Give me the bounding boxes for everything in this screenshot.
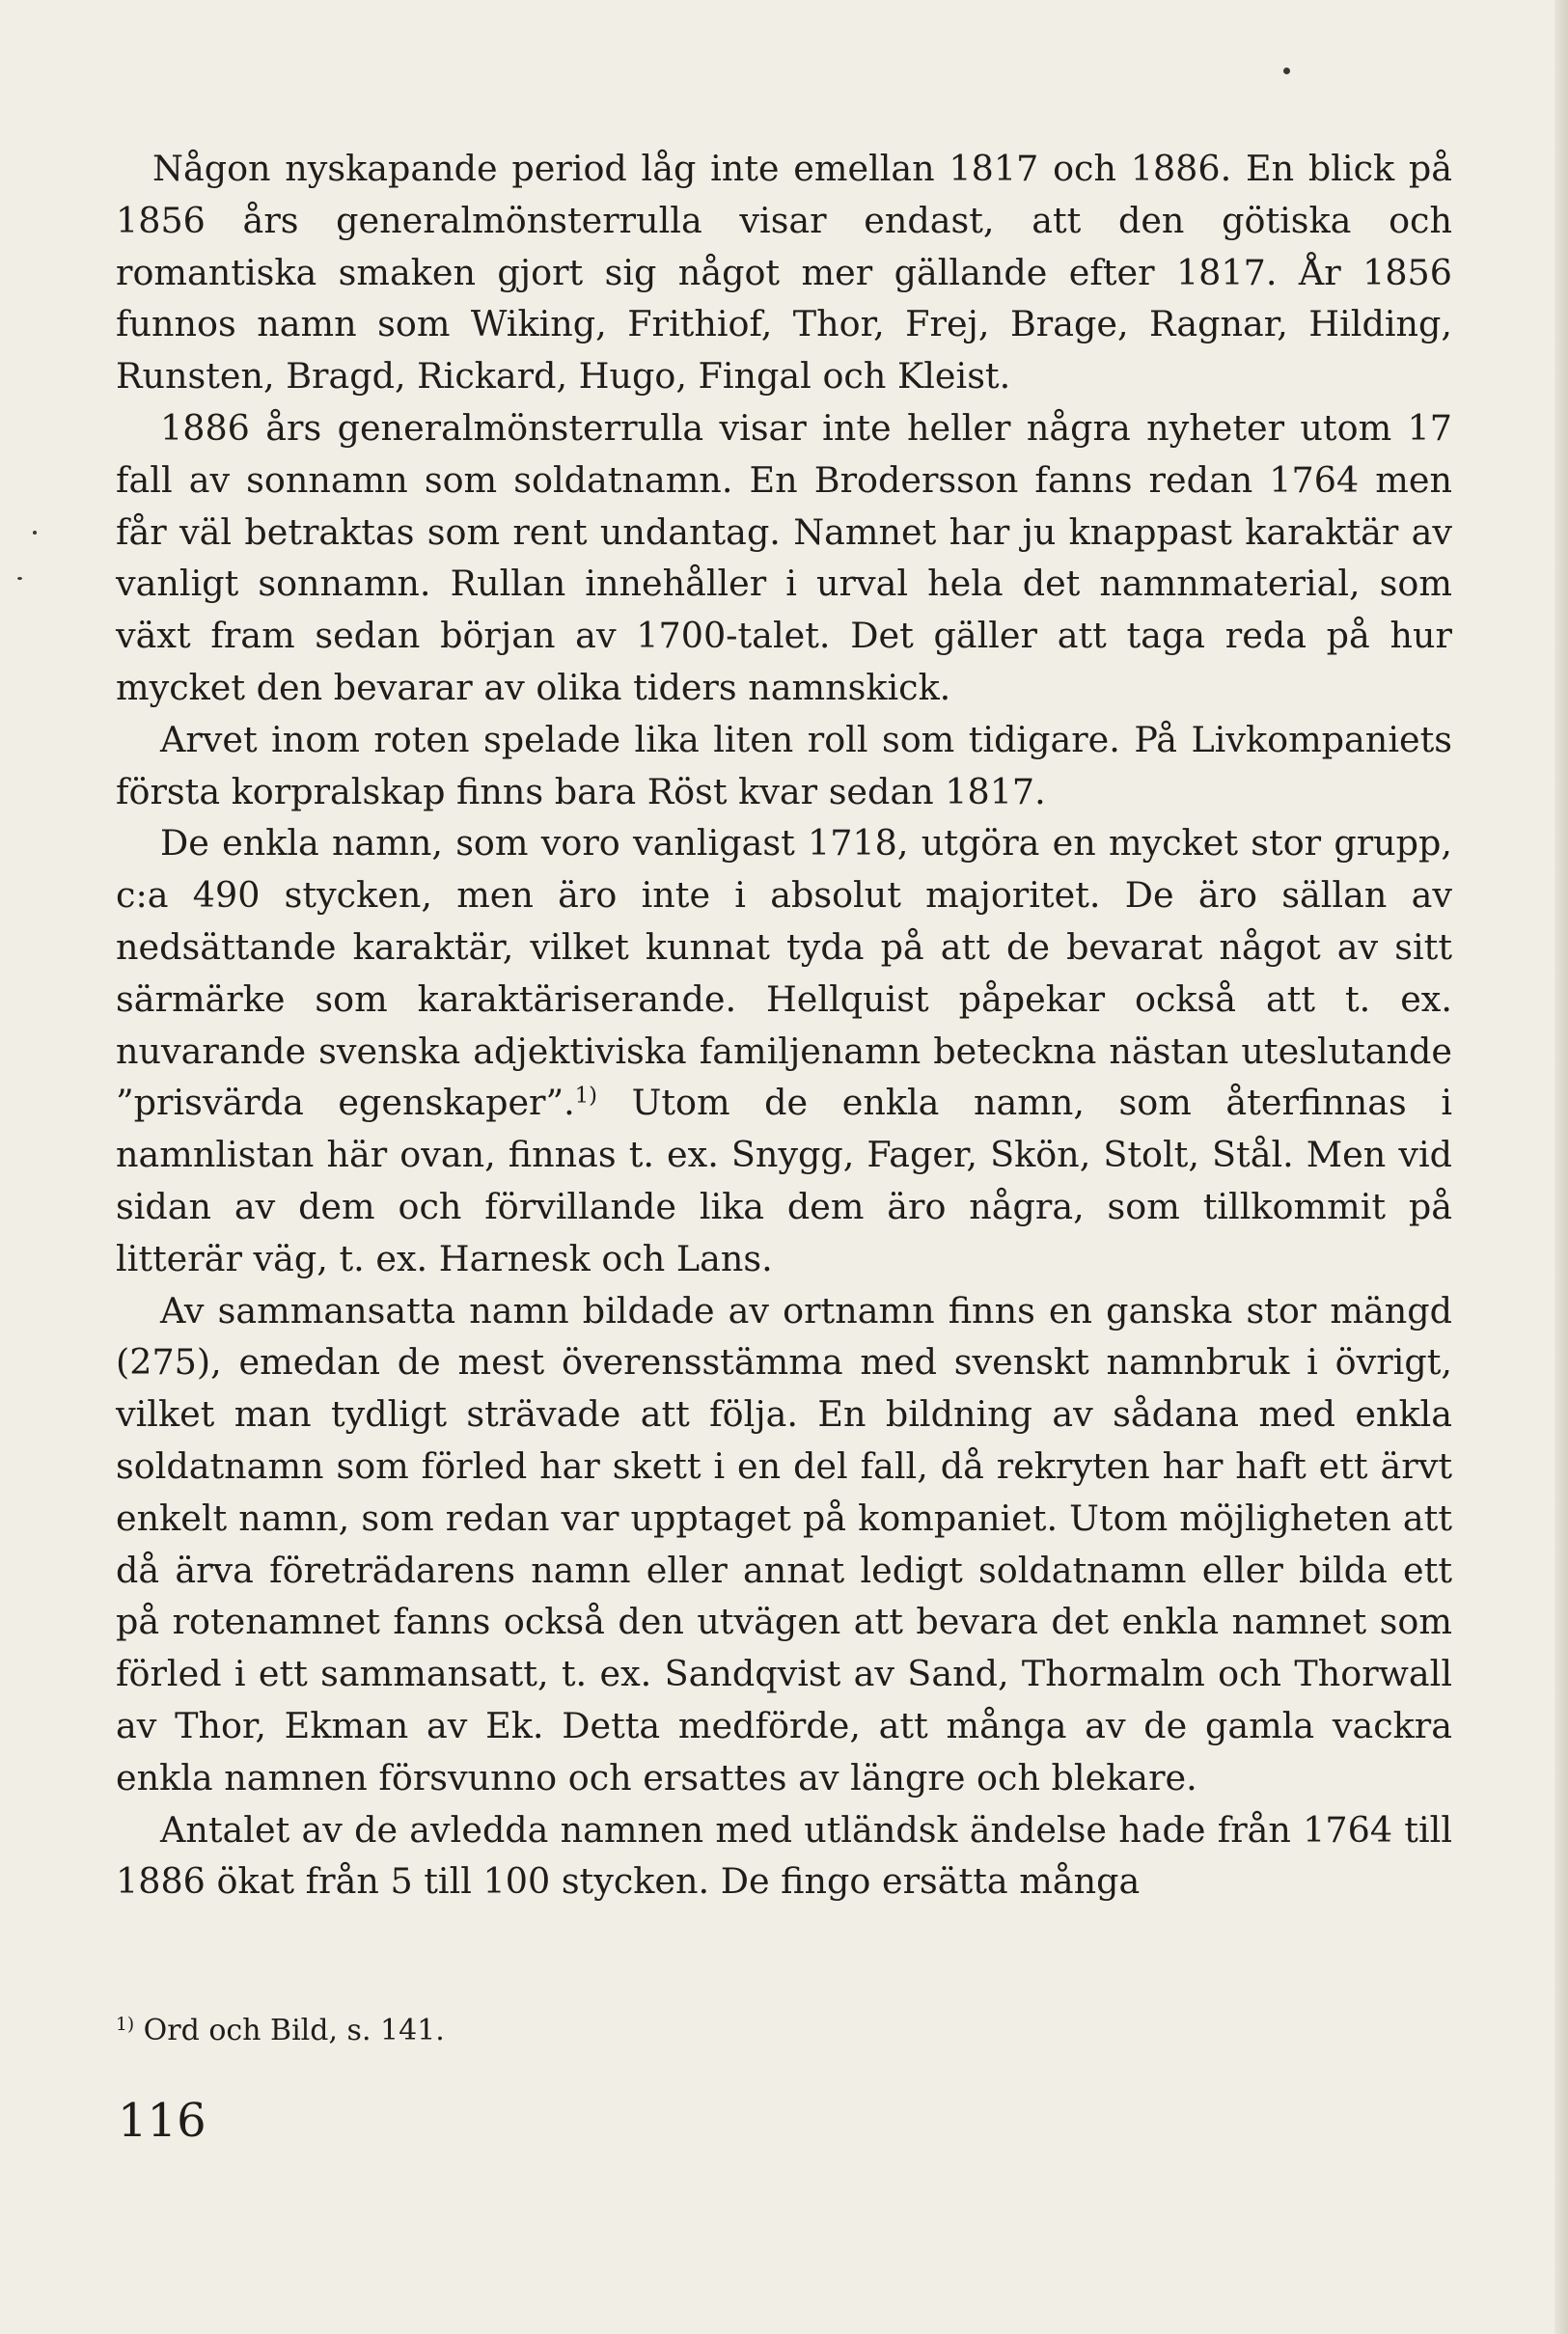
paragraph: Av sammansatta namn bildade av ortnamn finns en ganska stor mängd (275), emedan de mest överensstämma med svenskt namnbruk i övrigt, vilket man tydligt strävade att följa. En bildning av sådana med enkla soldatnamn som förled har skett i en del fall, då rekryten har haft ett ärvt enkelt namn, som redan var upptaget på kompaniet. Utom möjligheten att då ärva företrädarens namn eller annat ledigt soldatnamn eller bilda ett på rotenamnet fanns också den utvägen att bevara det enkla namnet som förled i ett sammansatt, t. ex. Sandqvist av Sand, Thormalm och Thorwall av Thor, Ekman av Ek. Detta medförde, att många av de gamla vackra enkla namnen försvunno och ersattes av längre och blekare. <box>116 1289 1452 1799</box>
paragraph: 1886 års generalmönsterrulla visar inte heller några nyheter utom 17 fall av sonnamn som soldatnamn. En Brodersson fanns redan 1764 men får väl betraktas som rent undantag. Namnet har ju knappast karaktär av vanligt sonnamn. Rullan innehåller i urval hela det namnmaterial, som växt fram sedan början av 1700-talet. Det gäller att taga reda på hur mycket den bevarar av olika tiders namnskick. <box>116 406 1452 708</box>
body-text <box>116 143 1452 1908</box>
dust-speck <box>1283 68 1290 74</box>
paragraph-text: De enkla namn, som voro vanligast 1718, utgöra en mycket stor grupp, c:a 490 stycken, men äro inte i absolut majoritet. De äro sällan av nedsättande karaktär, vilket kunnat tyda på att de bevarat något av sitt särmärke som karaktäriserande. Hellquist påpekar också att t. ex. nuvarande svenska adjektiviska familjenamn beteckna nästan uteslutande ”prisvärda egenskaper”. <box>116 822 1452 1124</box>
footnote-reference: 1) <box>574 1083 598 1109</box>
page-number: 116 <box>118 2094 206 2148</box>
paragraph <box>116 817 1452 1284</box>
dust-speck <box>17 577 22 580</box>
paragraph: Arvet inom roten spelade lika liten roll som tidigare. På Livkompaniets första korpralskap finns bara Röst kvar sedan 1817. <box>116 718 1452 812</box>
footnote-marker: 1) <box>116 2014 135 2035</box>
paragraph: Någon nyskapande period låg inte emellan 1817 och 1886. En blick på 1856 års generalmönsterrulla visar endast, att den götiska och romantiska smaken gjort sig något mer gällande efter 1817. År 1856 funnos namn som Wiking, Frithiof, Thor, Frej, Brage, Ragnar, Hilding, Runsten, Bragd, Rickard, Hugo, Fingal och Kleist. <box>116 148 1452 398</box>
dust-speck <box>33 531 37 535</box>
page-edge-shadow <box>1554 0 1568 2334</box>
footnote-text: Ord och Bild, s. 141. <box>143 2014 445 2047</box>
paragraph: Antalet av de avledda namnen med utländsk ändelse hade från 1764 till 1886 ökat från 5 till 100 stycken. De fingo ersätta många <box>116 1808 1452 1903</box>
footnote <box>116 2012 1081 2050</box>
paragraph-text: Utom de enkla namn, som återfinnas i namnlistan här ovan, finnas t. ex. Snygg, Fager, Skön, Stolt, Stål. Men vid sidan av dem och förvillande lika dem äro några, som tillkommit på litterär väg, t. ex. Harnesk och Lans. <box>116 1082 1453 1279</box>
